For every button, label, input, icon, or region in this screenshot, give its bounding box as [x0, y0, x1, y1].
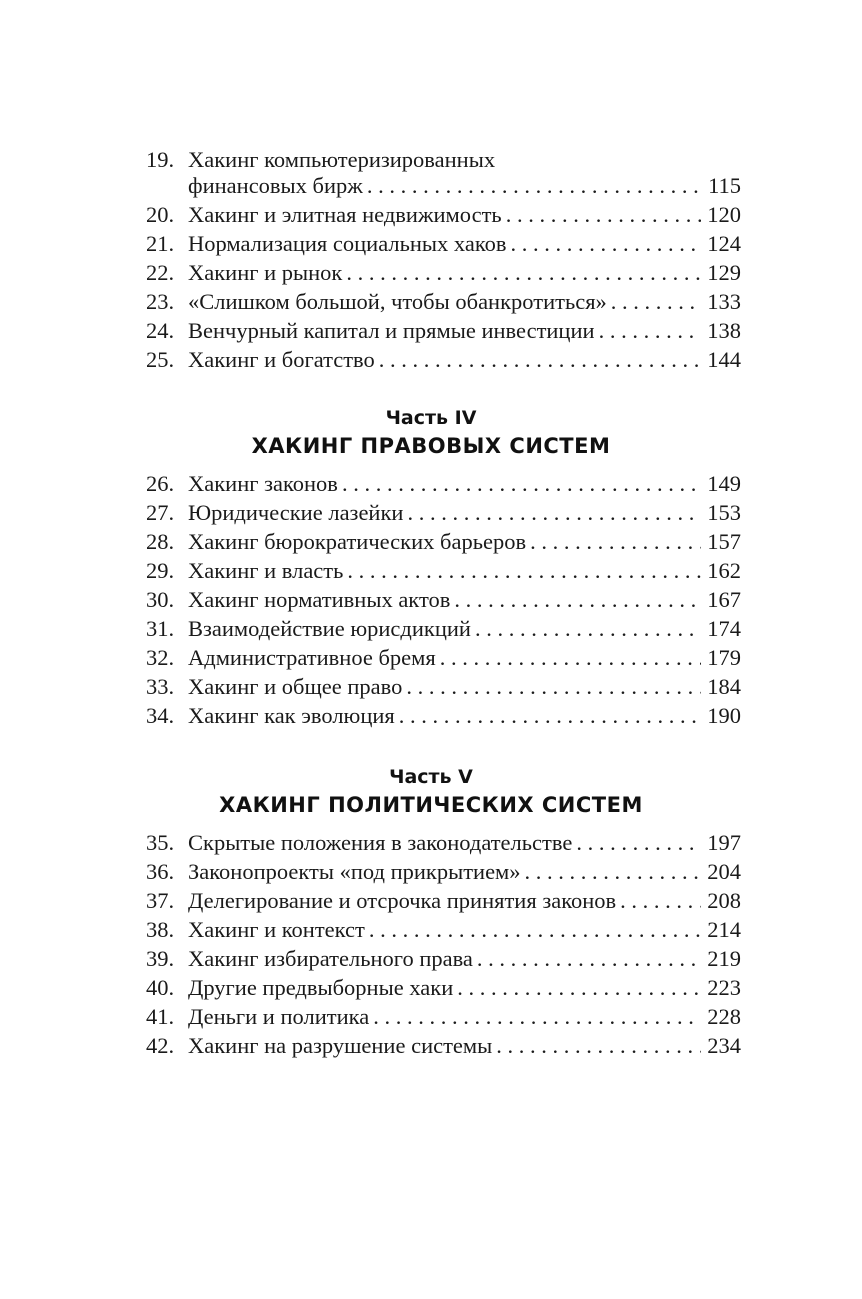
- entry-page: 190: [707, 703, 741, 728]
- entry-number: 24.: [146, 318, 175, 343]
- toc-entry: [0, 1004, 862, 1033]
- entry-number: 21.: [146, 231, 175, 256]
- entry-page: 234: [707, 1033, 741, 1058]
- toc-entry: [0, 500, 862, 529]
- entry-page: 219: [707, 946, 741, 971]
- entry-page: 124: [707, 231, 741, 256]
- dot-leader: [369, 917, 701, 943]
- entry-page: 149: [707, 471, 741, 496]
- dot-leader: [477, 946, 701, 972]
- toc-entry: [0, 703, 862, 732]
- entry-number: 39.: [146, 946, 175, 971]
- entry-page: 184: [707, 674, 741, 699]
- entry-title: Хакинг и контекст: [188, 917, 365, 942]
- dot-leader: [506, 202, 702, 228]
- dot-leader: [367, 173, 702, 199]
- toc-entry: [0, 645, 862, 674]
- entry-page: 204: [707, 859, 741, 884]
- entry-number: 28.: [146, 529, 175, 554]
- dot-leader: [496, 1033, 701, 1059]
- entry-number: 25.: [146, 347, 175, 372]
- entry-title: Административное бремя: [188, 645, 436, 670]
- entry-page: 133: [707, 289, 741, 314]
- entry-page: 223: [707, 975, 741, 1000]
- toc-entry: [0, 289, 862, 318]
- dot-leader: [440, 645, 701, 671]
- entry-page: 162: [707, 558, 741, 583]
- dot-leader: [342, 471, 701, 497]
- entry-page: 153: [707, 500, 741, 525]
- dot-leader: [525, 859, 702, 885]
- entry-title: Хакинг как эволюция: [188, 703, 395, 728]
- entry-page: 129: [707, 260, 741, 285]
- toc-entry-continuation: [0, 173, 862, 202]
- entry-title: Другие предвыборные хаки: [188, 975, 454, 1000]
- entry-number: 34.: [146, 703, 175, 728]
- dot-leader: [620, 888, 701, 914]
- entry-page: 120: [707, 202, 741, 227]
- dot-leader: [373, 1004, 701, 1030]
- entry-number: 32.: [146, 645, 175, 670]
- toc-entry: [0, 917, 862, 946]
- entry-title: Деньги и политика: [188, 1004, 370, 1029]
- entry-page: 157: [707, 529, 741, 554]
- entry-title: Делегирование и отсрочка принятия законов: [188, 888, 617, 913]
- entry-page: 228: [707, 1004, 741, 1029]
- dot-leader: [454, 587, 701, 613]
- dot-leader: [379, 347, 702, 373]
- dot-leader: [399, 703, 701, 729]
- entry-number: 31.: [146, 616, 175, 641]
- dot-leader: [346, 260, 701, 286]
- entry-number: 37.: [146, 888, 175, 913]
- toc-entry: [0, 946, 862, 975]
- toc-entry: [0, 471, 862, 500]
- entry-number: 27.: [146, 500, 175, 525]
- entry-title: Взаимодействие юрисдикций: [188, 616, 471, 641]
- entry-title: Хакинг бюрократических барьеров: [188, 529, 527, 554]
- toc-entry: [0, 1033, 862, 1062]
- entry-page: 208: [707, 888, 741, 913]
- dot-leader: [347, 558, 701, 584]
- entry-number: 26.: [146, 471, 175, 496]
- entry-page: 138: [707, 318, 741, 343]
- dot-leader: [457, 975, 701, 1001]
- entry-number: 41.: [146, 1004, 175, 1029]
- dot-leader: [511, 231, 702, 257]
- dot-leader: [599, 318, 702, 344]
- entry-title: Хакинг законов: [188, 471, 338, 496]
- entry-number: 19.: [146, 147, 175, 172]
- entry-number: 35.: [146, 830, 175, 855]
- entry-title: Юридические лазейки: [188, 500, 404, 525]
- part-label: Часть IV: [385, 407, 477, 429]
- toc-entry: [0, 147, 862, 176]
- toc-entry: [0, 347, 862, 376]
- entry-title-line1: Хакинг компьютеризированных: [188, 147, 496, 172]
- entry-title: Хакинг и богатство: [188, 347, 375, 372]
- entry-page: 197: [707, 830, 741, 855]
- dot-leader: [576, 830, 701, 856]
- entry-title: Нормализация социальных хаков: [188, 231, 507, 256]
- toc-entry: [0, 231, 862, 260]
- entry-page: 144: [707, 347, 741, 372]
- toc-entry: [0, 674, 862, 703]
- entry-title: Скрытые положения в законодательстве: [188, 830, 573, 855]
- dot-leader: [475, 616, 701, 642]
- entry-title: Хакинг и общее право: [188, 674, 403, 699]
- entry-number: 33.: [146, 674, 175, 699]
- toc-entry: [0, 975, 862, 1004]
- entry-title: Хакинг и власть: [188, 558, 344, 583]
- entry-title: «Слишком большой, чтобы обанкротиться»: [188, 289, 607, 314]
- entry-title: Хакинг нормативных актов: [188, 587, 451, 612]
- entry-page: 214: [707, 917, 741, 942]
- entry-number: 29.: [146, 558, 175, 583]
- toc-entry: [0, 616, 862, 645]
- entry-number: 36.: [146, 859, 175, 884]
- dot-leader: [530, 529, 701, 555]
- entry-page: 167: [707, 587, 741, 612]
- entry-title: Хакинг на разрушение системы: [188, 1033, 493, 1058]
- part-label: Часть V: [389, 766, 473, 788]
- part-title: ХАКИНГ ПОЛИТИЧЕСКИХ СИСТЕМ: [219, 793, 643, 817]
- part-title: ХАКИНГ ПРАВОВЫХ СИСТЕМ: [251, 434, 611, 458]
- toc-entry: [0, 318, 862, 347]
- entry-title: финансовых бирж: [188, 173, 363, 198]
- entry-title: Хакинг и элитная недвижимость: [188, 202, 502, 227]
- entry-page: 179: [707, 645, 741, 670]
- entry-number: 42.: [146, 1033, 175, 1058]
- dot-leader: [406, 674, 701, 700]
- entry-page: 174: [707, 616, 741, 641]
- entry-number: 23.: [146, 289, 175, 314]
- toc-entry: [0, 529, 862, 558]
- entry-number: 40.: [146, 975, 175, 1000]
- toc-entry: [0, 260, 862, 289]
- entry-number: 38.: [146, 917, 175, 942]
- entry-title: Хакинг избирательного права: [188, 946, 473, 971]
- toc-entry: [0, 888, 862, 917]
- entry-page: 115: [708, 173, 741, 198]
- entry-number: 20.: [146, 202, 175, 227]
- toc-entry: [0, 830, 862, 859]
- entry-title: Венчурный капитал и прямые инвестиции: [188, 318, 595, 343]
- toc-entry: [0, 859, 862, 888]
- toc-entry: [0, 587, 862, 616]
- toc-entry: [0, 202, 862, 231]
- dot-leader: [611, 289, 701, 315]
- entry-title: Хакинг и рынок: [188, 260, 343, 285]
- entry-title: Законопроекты «под прикрытием»: [188, 859, 521, 884]
- entry-number: 22.: [146, 260, 175, 285]
- entry-number: 30.: [146, 587, 175, 612]
- dot-leader: [407, 500, 701, 526]
- toc-entry: [0, 558, 862, 587]
